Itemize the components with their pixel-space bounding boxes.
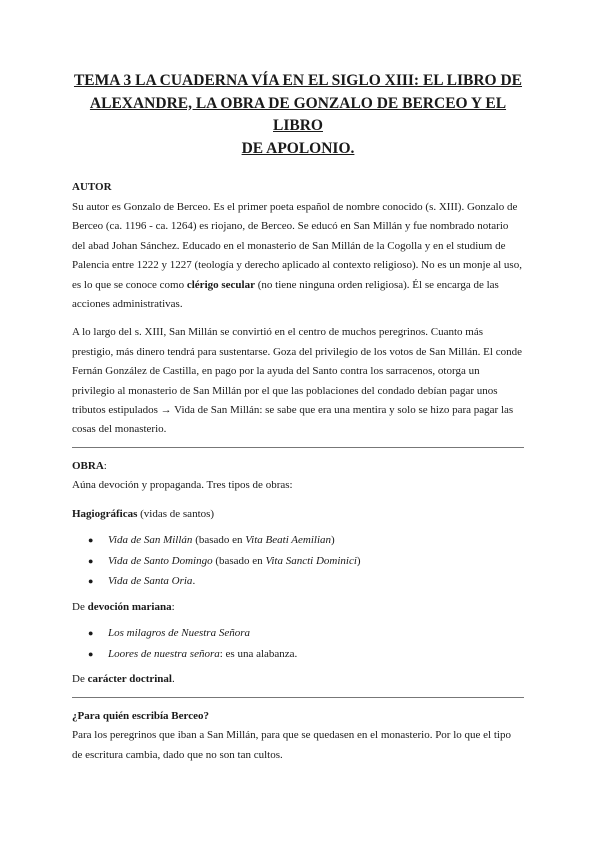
- hagiograficas-line: [72, 505, 524, 524]
- bullet-icon: ●: [88, 628, 94, 639]
- mariana-pre: De: [72, 600, 88, 613]
- work-title: Vida de San Millán: [108, 534, 193, 547]
- mariana-line: [72, 598, 524, 617]
- list-item: [72, 530, 524, 551]
- autor-p1-bold: clérigo secular: [186, 278, 255, 291]
- work-note: (basado en: [192, 534, 246, 547]
- bullet-icon: ●: [88, 535, 94, 546]
- autor-paragraph-2: A lo largo del s. XIII, San Millán se convirtió en el centro de muchos peregrinos. Cuanto más prestigio, más dinero tendrá para sustentarse. Goza del privilegio de los votos de San Millán. El conde Fernán González de Castilla, en pago por la ayuda del Santo contra los sarracenos, otorga un privilegio al monasterio de San Millán por el que las poblaciones del condado debían pagar unos tributos estipulados → Vida de San Millán: se sabe que era una mentira y solo se hizo para pagar las cosas del monasterio.: [72, 326, 522, 436]
- document-title: [72, 70, 524, 160]
- doctrinal-pre: De: [72, 673, 88, 686]
- autor-heading: AUTOR: [72, 181, 112, 193]
- bullet-icon: ●: [88, 648, 94, 659]
- work-note: .: [192, 575, 196, 588]
- divider-1: [72, 447, 524, 448]
- para-quien-text: Para los peregrinos que iban a San Millán, para que se quedasen en el monasterio. Por lo que el tipo de escritura cambia, dado que no son tan cultos.: [72, 729, 511, 761]
- autor-p1-text-a: Su autor es Gonzalo de Berceo. Es el primer poeta español de nombre conocido (s. XIII). Gonzalo de Berceo (ca. 1196 - ca. 1264) es riojano, de Berceo. Se educó en San Millán y fue nombrado notario del abad Johan Sánchez. Educado en el monasterio de San Millán de la Cogolla y en el studium de Palencia entre 1222 y 1227 (teología y derecho aplicado al contexto religioso). No es un monje al uso, es lo que se conoce como: [72, 201, 522, 291]
- hagiograficas-rest: (vidas de santos): [137, 507, 215, 520]
- bullet-icon: ●: [88, 576, 94, 587]
- list-item: [72, 623, 524, 644]
- mariana-post: :: [171, 600, 175, 613]
- obra-heading-line: [72, 457, 524, 476]
- work-title: Vida de Santo Domingo: [108, 554, 213, 567]
- mariana-list: [72, 623, 524, 664]
- list-item: [72, 644, 524, 665]
- title-line-2: ALEXANDRE, LA OBRA DE GONZALO DE BERCEO Y EL LIBRO: [89, 94, 507, 134]
- work-note: : es una alabanza.: [219, 647, 298, 660]
- hagiograficas-list: [72, 530, 524, 592]
- autor-paragraph-1: [72, 198, 524, 314]
- obra-heading-colon: :: [103, 459, 107, 472]
- para-quien-heading: ¿Para quién escribía Berceo?: [72, 709, 209, 722]
- doctrinal-label: carácter doctrinal: [87, 673, 172, 686]
- bullet-icon: ●: [88, 555, 94, 566]
- work-note: (basado en: [212, 554, 266, 567]
- document-page: [72, 70, 524, 765]
- work-source: Vita Beati Aemilian: [245, 534, 332, 547]
- work-title: Vida de Santa Oria: [108, 575, 193, 588]
- doctrinal-line: [72, 670, 524, 689]
- list-item: [72, 571, 524, 592]
- obra-heading: OBRA: [72, 459, 104, 472]
- autor-p1-text-b: (no tiene ninguna orden religiosa). Él se encarga de las acciones administrativas.: [72, 278, 499, 311]
- work-note-end: ): [331, 534, 335, 547]
- list-item: [72, 551, 524, 572]
- title-line-1: TEMA 3 LA CUADERNA VÍA EN EL SIGLO XIII: EL LIBRO DE: [73, 72, 523, 89]
- work-title: Los milagros de Nuestra Señora: [108, 627, 250, 640]
- divider-2: [72, 697, 524, 698]
- work-title: Loores de nuestra señora: [108, 647, 220, 660]
- work-source: Vita Sancti Dominici: [265, 554, 357, 567]
- title-line-3: DE APOLONIO.: [241, 139, 355, 157]
- work-note-end: ): [356, 554, 361, 567]
- doctrinal-post: .: [171, 673, 175, 686]
- hagiograficas-label: Hagiográficas: [72, 507, 138, 520]
- mariana-label: devoción mariana: [87, 600, 172, 613]
- obra-intro: Aúna devoción y propaganda. Tres tipos de obras:: [72, 479, 293, 492]
